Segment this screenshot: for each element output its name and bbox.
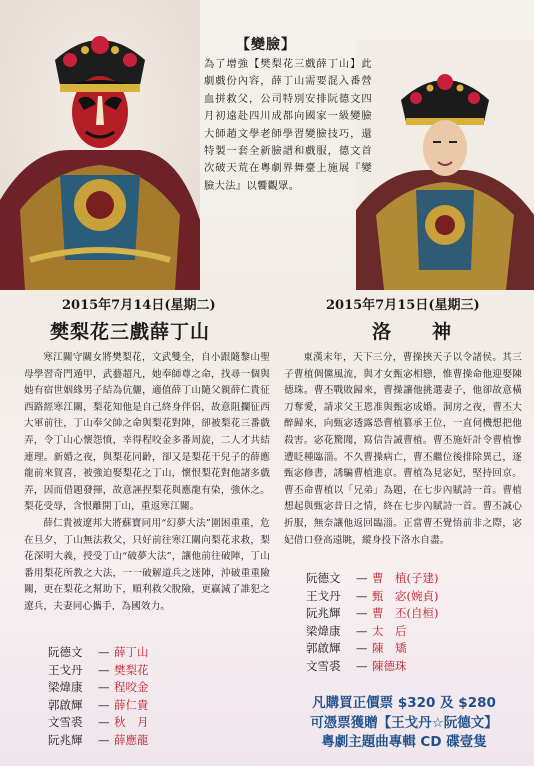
cast-actor: 文雪裘	[48, 715, 83, 730]
cast-actor: 郭啟輝	[48, 697, 83, 712]
cast-actor: 阮兆輝	[48, 732, 83, 747]
left-show-date: 2015年7月14日(星期二)	[62, 298, 216, 313]
ticket-offer-line: 粵劇主題曲專輯 CD 碟壹隻	[321, 734, 487, 750]
cast-actor: 王戈丹	[48, 662, 83, 677]
cast-role: 薛應龍	[114, 732, 149, 747]
cast-role: 薛丁山	[114, 645, 149, 659]
right-synopsis	[284, 350, 522, 549]
cast-role: 樊梨花	[114, 662, 149, 677]
synopsis-paragraph: 東漢末年，天下三分，曹操挾天子以令諸侯。其三子曹植倜儻風流，與才女甄宓相戀，惟曹操命他迎娶陳德珠。曹丕戰敗歸來，曹操讓他挑選妻子，他卻故意橫刀奪愛，請求父王恩准與甄宓成婚。洞房之夜，曹丕大醉歸來，向甄宓透露恐曹植篡承王位，一直伺機想把他殺害。宓花驚聞，寫信告誡曹植。曹丕施奸計令曹植慘遭眨種臨淄。不久曹操病亡，曹丕繼位後排除異己，逐甄宓修書，誘騙曹植進京。曹植為見宓妃，堅持回京。曹丕命曹植以「兄弟」為題，在七步內賦詩一首。曹植想起與甄宓昔日之情，終在七步內賦詩一首。曹丕誠心折服，無奈讓他返回臨淄。正當曹丕覺悟前非之際，宓妃借口登高遠眺，縱身投下洛水自盡。	[284, 352, 522, 546]
cast-role: 太 后	[372, 623, 407, 638]
cast-role: 秋 月	[114, 715, 149, 730]
performer-portrait-photo	[356, 40, 534, 290]
cast-row: 王戈丹 — 甄 宓(婉貞)	[306, 588, 438, 606]
right-show-date: 2015年7月15日(星期三)	[326, 298, 480, 313]
cast-actor: 阮德文	[306, 571, 341, 585]
cast-row: 文雪裘 — 陳德珠	[306, 658, 438, 676]
cast-row: 阮兆輝 — 曹 丕(自桓)	[306, 605, 438, 623]
cast-role: 薛仁貴	[114, 697, 149, 712]
synopsis-paragraph: 寒江關守關女將樊梨花，文武雙全，自小跟隨黎山聖母學習奇門遁甲，武藝超凡，她奉師尊之命，找尋一個與她有宿世姻緣男子結為伉儷，適值薛丁山隨父親薛仁貴征西路經寒江關，梨花知他是自己終身伴侶，故意阻攔征西大軍前往，丁山奉父帥之命與梨花對陣，卻被梨花三番戲弄，令丁山心懷怨憤，幸得程咬金多番周旋，二人才共結連理。新婚之夜，與梨花同齡，卻又是梨花干兒子的薛應龍前來賀喜，被強迫娶梨花之丁山，懷恨梨花對他諸多戲弄，因而借題發揮，故意誣捏梨花與應龍有染，強休之。梨花受辱，含恨離開丁山，重返寒江關。	[24, 352, 270, 513]
right-play-title: 洛 神	[372, 321, 453, 343]
cast-role: 程咬金	[114, 680, 149, 695]
ticket-offer-line: 凡購買正價票 $320 及 $280	[312, 695, 496, 711]
cast-actor: 梁煒康	[48, 680, 83, 695]
right-cast-list	[306, 570, 438, 676]
synopsis-paragraph: 薛仁貴被遼邦大將蘇寶同用“幻夢大法”圍困重重，危在旦夕，丁山無法救父，只好前往寒江關向梨花求救，梨花深明大義，授受丁山“破夢大法”，讓他前往破陣，丁山番用梨花所教之大法，一一破解道兵之迷陣，沖破重重險關，更在梨花之幫助下，順利救父脫險，更贏減了誰犯之遼兵，夫妻同心攜手，為國效力。	[24, 517, 270, 612]
left-play-title: 樊梨花三戲薛丁山	[50, 321, 211, 343]
cast-row: 郭啟輝 — 陳 矯	[306, 640, 438, 658]
cast-actor: 梁煒康	[306, 623, 341, 638]
intro-paragraph: 為了增強【樊梨花三戲薛丁山】此劇戲份內容，薛丁山需要混入番營血拼救父，公司特別安排阮德文四月初遠赴四川成都向國家一級變臉大師趙文學老師學習變臉技巧，還特製一套全新臉譜和戲服，德文首次破天荒在粵劇界舞臺上施展『變臉大法』以饗觀眾。	[204, 58, 372, 192]
cast-row: 梁煒康 — 太 后	[306, 623, 438, 641]
ticket-offer-line: 可憑票獲贈【王戈丹☆阮德文】	[310, 714, 498, 731]
cast-role: 曹 植(子建)	[372, 571, 439, 585]
cast-row: 郭啟輝 — 薛仁貴	[48, 697, 149, 715]
cast-row: 梁煒康 — 程咬金	[48, 679, 149, 697]
cast-actor: 郭啟輝	[306, 641, 341, 656]
ticket-offer	[294, 694, 514, 753]
left-cast-list	[48, 644, 149, 750]
cast-row: 阮兆輝 — 薛應龍	[48, 732, 149, 750]
cast-role: 陳德珠	[372, 658, 407, 673]
performer-mask-photo	[0, 0, 200, 290]
cast-actor: 王戈丹	[306, 588, 341, 603]
left-synopsis	[24, 350, 270, 616]
cast-actor: 阮兆輝	[306, 606, 341, 621]
cast-row: 阮德文 — 薛丁山	[48, 644, 149, 662]
cast-actor: 文雪裘	[306, 658, 341, 673]
cast-role: 甄 宓(婉貞)	[372, 588, 439, 603]
cast-row: 王戈丹 — 樊梨花	[48, 662, 149, 680]
cast-role: 陳 矯	[372, 641, 407, 656]
cast-role: 曹 丕(自桓)	[372, 606, 439, 621]
cast-row: 文雪裘 — 秋 月	[48, 714, 149, 732]
cast-actor: 阮德文	[48, 645, 83, 659]
cast-row: 阮德文 — 曹 植(子建)	[306, 570, 438, 588]
section-title: 【變臉】	[236, 37, 296, 53]
